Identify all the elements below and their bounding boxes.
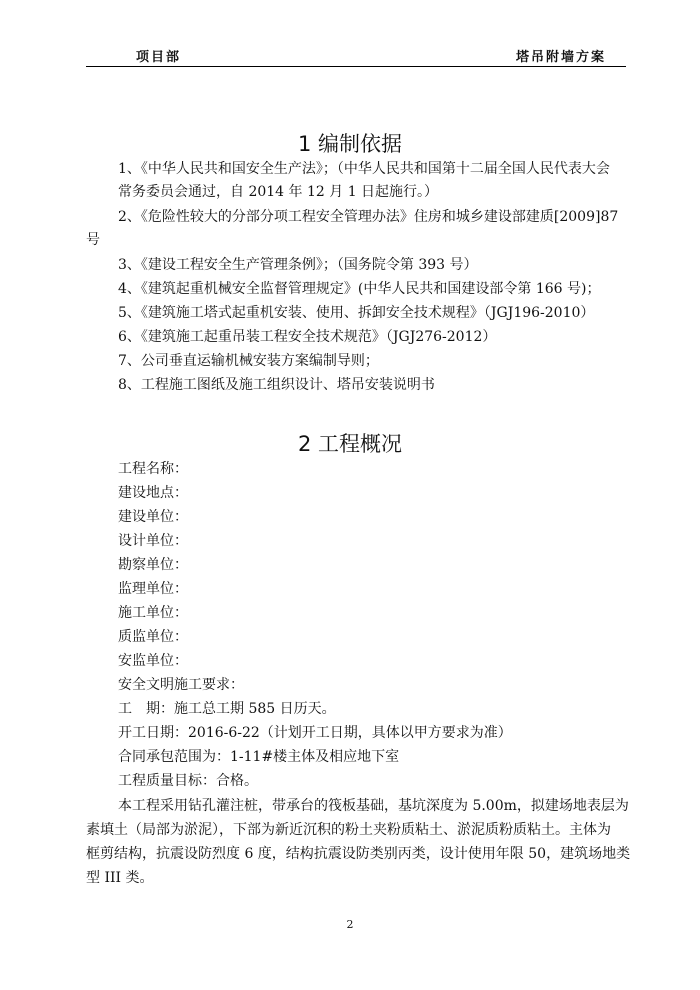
contractor-field: 施工单位： [118,605,188,621]
construction-site-field: 建设地点： [118,485,188,501]
header-department: 项目部 [136,50,182,65]
duration-field: 工 期：施工总工期 585 日历天。 [118,701,336,717]
reference-item-4: 4、《建筑起重机械安全监督管理规定》(中华人民共和国建设部令第 166 号)； [118,281,601,297]
reference-item-1-continued: 常务委员会通过，自 2014 年 12 月 1 日起施行。） [118,184,439,200]
quality-supervision-field: 质监单位： [118,629,188,645]
reference-item-8: 8、工程施工图纸及施工组织设计、塔吊安装说明书 [118,377,435,393]
reference-item-2-continued: 号 [86,232,100,248]
header-document-title: 塔吊附墙方案 [515,50,606,65]
reference-item-3: 3、《建设工程安全生产管理条例》；（国务院令第 393 号） [118,257,478,273]
project-description-line-2: 素填土（局部为淤泥），下部为新近沉积的粉土夹粉质粘土、淤泥质粉质粘土。主体为 [86,822,611,838]
surveyor-field: 勘察单位： [118,557,188,573]
reference-item-5: 5、《建筑施工塔式起重机安装、使用、拆卸安全技术规程》（JGJ196-2010） [118,305,595,321]
supervisor-field: 监理单位： [118,581,188,597]
page-header [86,44,626,67]
project-name-field: 工程名称： [118,461,188,477]
reference-item-2: 2、《危险性较大的分部分项工程安全管理办法》住房和城乡建设部建质[2009]87 [118,209,619,225]
safety-requirement-field: 安全文明施工要求： [118,677,244,693]
project-description-line-4: 型 III 类。 [86,870,154,886]
start-date-field: 开工日期：2016-6-22（计划开工日期，具体以甲方要求为准） [118,725,512,741]
project-description-line-3: 框剪结构，抗震设防烈度 6 度，结构抗震设防类别丙类，设计使用年限 50，建筑场地类 [86,846,631,862]
quality-target-field: 工程质量目标：合格。 [118,773,258,789]
project-description-line-1: 本工程采用钻孔灌注桩，带承台的筏板基础，基坑深度为 5.00m，拟建场地表层为 [118,798,629,814]
section-1-heading: 1 编制依据 [297,132,403,156]
reference-item-6: 6、《建筑施工起重吊装工程安全技术规范》（JGJ276-2012） [118,329,497,345]
reference-item-7: 7、公司垂直运输机械安装方案编制导则； [118,353,379,369]
owner-field: 建设单位： [118,509,188,525]
designer-field: 设计单位： [118,533,188,549]
safety-supervision-field: 安监单位： [118,653,188,669]
contract-scope-field: 合同承包范围为：1-11#楼主体及相应地下室 [118,749,400,765]
reference-item-1: 1、《中华人民共和国安全生产法》；（中华人民共和国第十二届全国人民代表大会 [118,161,610,177]
section-2-heading: 2 工程概况 [297,432,403,456]
page-number: 2 [346,918,354,931]
